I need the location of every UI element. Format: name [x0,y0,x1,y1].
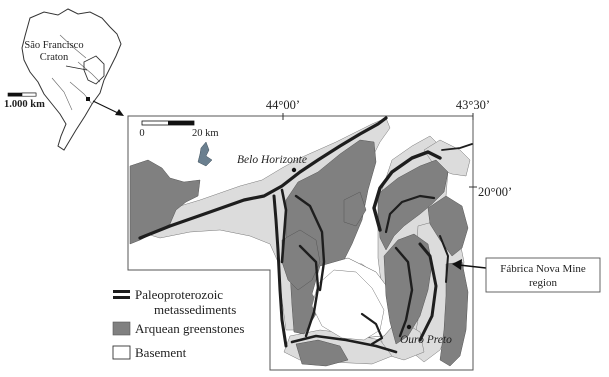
brazil-outline [22,9,121,150]
mine-callout-line1: Fábrica Nova Mine [500,263,586,275]
belo-horizonte-label: Belo Horizonte [237,154,307,166]
legend-label-metasediments-line1: Paleoproterozoic [135,287,224,302]
scale-zero-label: 0 [139,128,145,139]
legend-label-metasediments-line2: metassediments [154,302,237,317]
brazil-inset [4,9,124,150]
ouro-preto-marker [407,325,411,329]
location-marker [86,97,90,101]
inset-scale-label: 1.000 km [4,99,45,110]
inset-arrow-line [93,101,120,114]
coord-4330-label: 43°30’ [455,98,491,112]
mine-callout [486,258,600,292]
ouro-preto-label: Ouro Preto [400,334,452,346]
inset-scale-bar-white [22,93,36,96]
inset-label-line2: Craton [39,52,69,63]
legend-label-basement: Basement [135,345,187,360]
scale-20km-label: 20 km [192,128,219,139]
mine-callout-line2: region [528,277,558,289]
map-scale-bar-black [168,121,194,125]
legend-swatch-greenstones [113,322,130,335]
belo-horizonte-marker [292,168,296,172]
legend-label-greenstones: Arquean greenstones [135,321,245,336]
coord-20-label: 20°00’ [478,185,513,199]
coord-44-label: 44°00’ [265,98,301,112]
legend [113,287,244,360]
inset-label-line1: São Francisco [24,40,84,51]
legend-swatch-basement [113,346,130,359]
legend-swatch-metasediments-stripe [113,293,130,296]
